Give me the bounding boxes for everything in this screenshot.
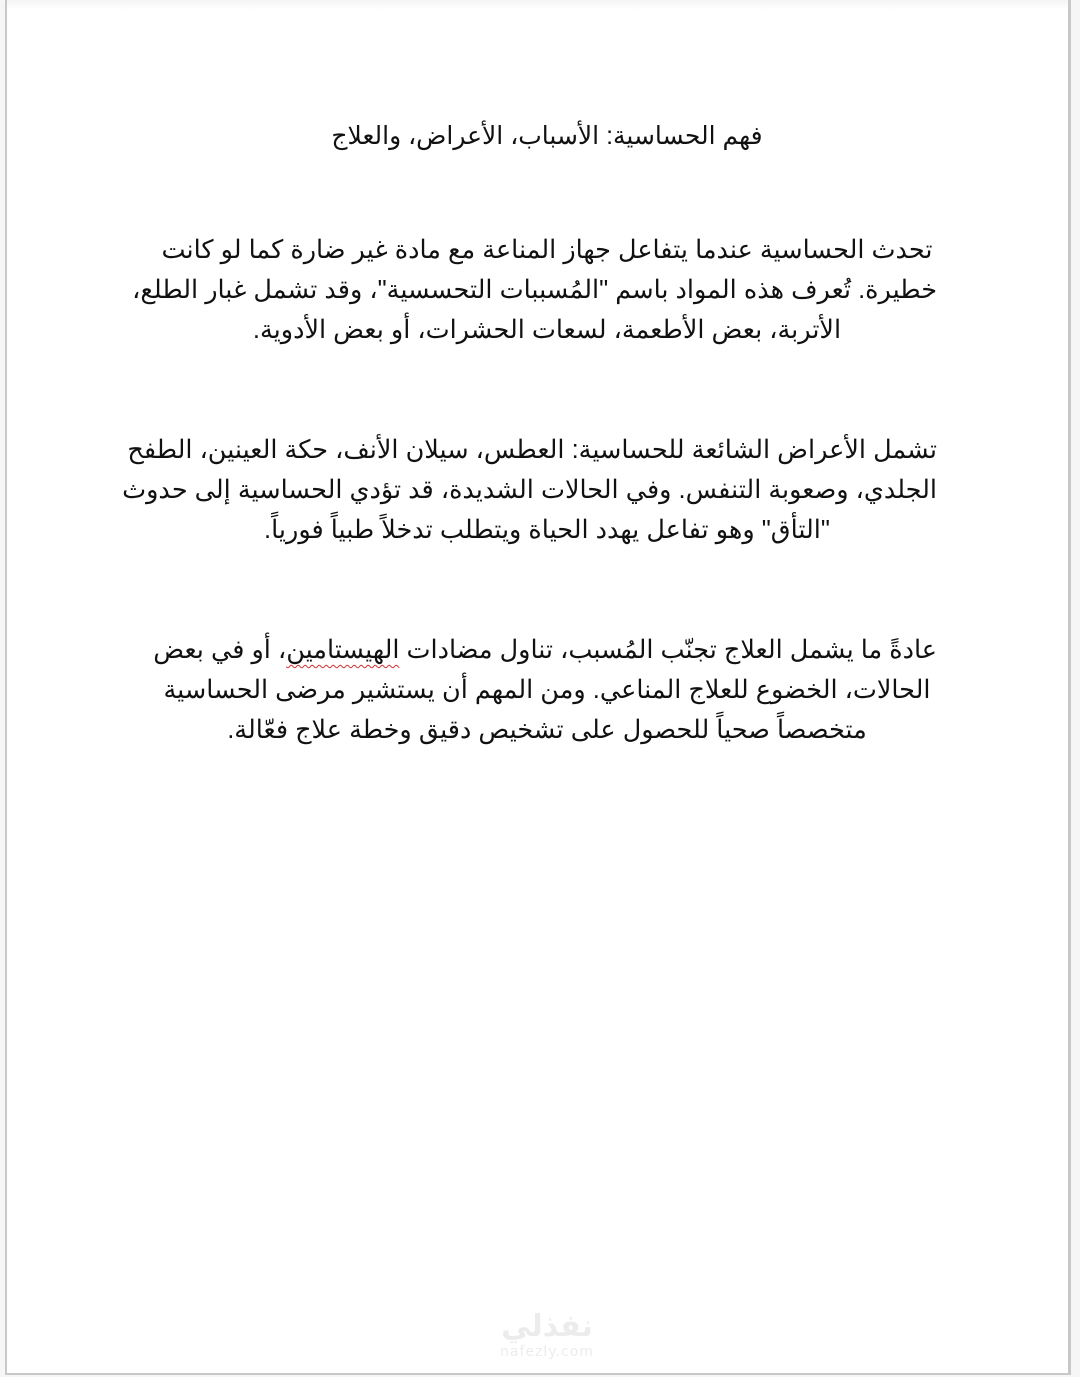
paragraph-line: الأتربة، بعض الأطعمة، لسعات الحشرات، أو بعض الأدوية.: [252, 316, 842, 344]
document-page: [5, 0, 1071, 1375]
watermark-arabic: نفذلي: [501, 1309, 593, 1344]
watermark-logo: [477, 1310, 617, 1360]
paragraph-treatment: [153, 630, 937, 750]
document-title: فهم الحساسية: الأسباب، الأعراض، والعلاج: [331, 122, 763, 150]
paragraph-symptoms: [122, 430, 937, 550]
paragraph-line: تحدث الحساسية عندما يتفاعل جهاز المناعة مع مادة غير ضارة كما لو كانت: [161, 236, 933, 264]
text-run: ، أو في بعض: [153, 636, 287, 664]
paragraph-causes: [132, 230, 937, 350]
paragraph-line: تشمل الأعراض الشائعة للحساسية: العطس، سيلان الأنف، حكة العينين، الطفح: [127, 436, 937, 464]
watermark-latin: nafezly.com: [500, 1344, 594, 1360]
paragraph-line: [153, 630, 937, 670]
misspelled-word[interactable]: الهيستامين: [286, 636, 400, 664]
paragraph-line: الحالات، الخضوع للعلاج المناعي. ومن المهم أن يستشير مرضى الحساسية: [163, 676, 931, 704]
paragraph-line: "التأق" وهو تفاعل يهدد الحياة ويتطلب تدخلاً طبياً فورياً.: [264, 516, 830, 544]
text-run: عادةً ما يشمل العلاج تجنّب المُسبب، تناول مضادات: [399, 636, 937, 664]
paragraph-line: متخصصاً صحياً للحصول على تشخيص دقيق وخطة علاج فعّالة.: [227, 716, 867, 744]
paragraph-line: الجلدي، وصعوبة التنفس. وفي الحالات الشديدة، قد تؤدي الحساسية إلى حدوث: [122, 476, 937, 504]
paragraph-line: خطيرة. تُعرف هذه المواد باسم "المُسببات التحسسية"، وقد تشمل غبار الطلع،: [132, 276, 937, 304]
page-top-shade: [7, 0, 1068, 10]
